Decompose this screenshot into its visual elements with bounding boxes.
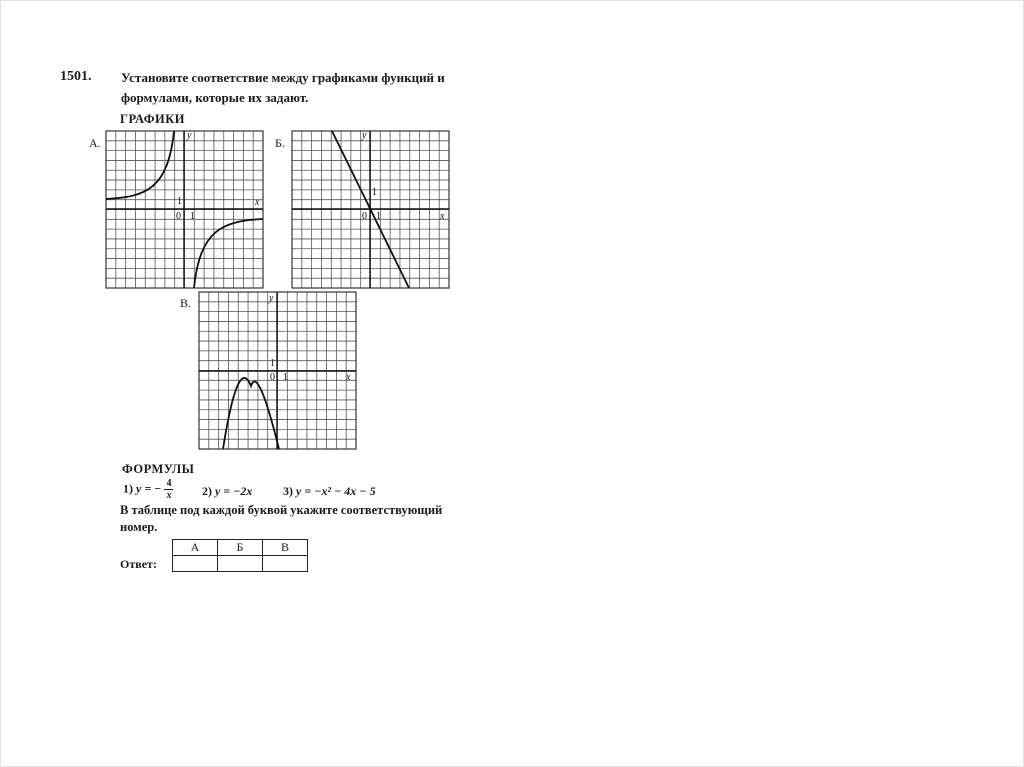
graph-a-letter: А. bbox=[89, 136, 101, 150]
formula-1-index: 1) bbox=[123, 481, 133, 496]
graph-b-letter: Б. bbox=[275, 136, 285, 150]
formula-3-text: y = −x² − 4x − 5 bbox=[296, 484, 376, 498]
graph-a-zero-label: 0 bbox=[176, 211, 181, 222]
instruction-line-1: В таблице под каждой буквой укажите соответствующий bbox=[120, 503, 443, 517]
graph-b-y-label: y bbox=[362, 130, 367, 141]
answer-label: Ответ: bbox=[120, 557, 157, 571]
formula-2 bbox=[202, 484, 252, 499]
answer-value-row bbox=[173, 556, 308, 572]
task-line-2: формулами, которые их задают. bbox=[121, 90, 309, 105]
graph-b bbox=[292, 131, 449, 288]
answer-table bbox=[172, 539, 308, 572]
graph-a-one-x-label: 1 bbox=[190, 211, 195, 222]
graph-b-x-label: x bbox=[440, 211, 445, 222]
graph-b-one-x-label: 1 bbox=[376, 211, 381, 222]
task-number: 1501. bbox=[60, 69, 92, 84]
formula-1 bbox=[123, 478, 173, 501]
answer-header-a: А bbox=[173, 540, 218, 556]
answer-cell-a[interactable] bbox=[173, 556, 218, 572]
answer-header-row bbox=[173, 540, 308, 556]
graph-v bbox=[199, 292, 356, 449]
answer-header-b: Б bbox=[218, 540, 263, 556]
formula-2-text: y = −2x bbox=[215, 484, 253, 498]
graph-v-zero-label: 0 bbox=[270, 372, 275, 383]
answer-cell-b[interactable] bbox=[218, 556, 263, 572]
formula-3 bbox=[283, 484, 376, 499]
answer-header-v: В bbox=[263, 540, 308, 556]
graph-v-one-y-label: 1 bbox=[270, 358, 275, 369]
answer-cell-v[interactable] bbox=[263, 556, 308, 572]
formula-1-numerator: 4 bbox=[166, 478, 172, 489]
formula-1-denominator: x bbox=[166, 490, 172, 501]
formulas-heading: ФОРМУЛЫ bbox=[122, 462, 195, 476]
formula-1-fraction bbox=[164, 478, 173, 501]
graph-v-letter: В. bbox=[180, 296, 192, 310]
graph-v-one-x-label: 1 bbox=[283, 372, 288, 383]
graph-v-parabola bbox=[223, 378, 279, 449]
graphs-heading: ГРАФИКИ bbox=[120, 112, 185, 126]
graph-v-y-label: y bbox=[269, 293, 274, 304]
formula-2-index: 2) bbox=[202, 484, 212, 498]
graph-b-zero-label: 0 bbox=[362, 211, 367, 222]
formula-3-index: 3) bbox=[283, 484, 293, 498]
graph-b-one-y-label: 1 bbox=[372, 187, 377, 198]
graph-a-x-label: x bbox=[255, 197, 260, 208]
formula-1-lhs: y = − bbox=[136, 481, 162, 496]
graph-a-y-label: y bbox=[187, 130, 192, 141]
graph-v-x-label: x bbox=[346, 372, 351, 383]
graph-a-one-y-label: 1 bbox=[177, 196, 182, 207]
graph-a bbox=[106, 131, 263, 288]
instruction-line-2: номер. bbox=[120, 520, 158, 534]
task-line-1: Установите соответствие между графиками функций и bbox=[121, 70, 445, 85]
